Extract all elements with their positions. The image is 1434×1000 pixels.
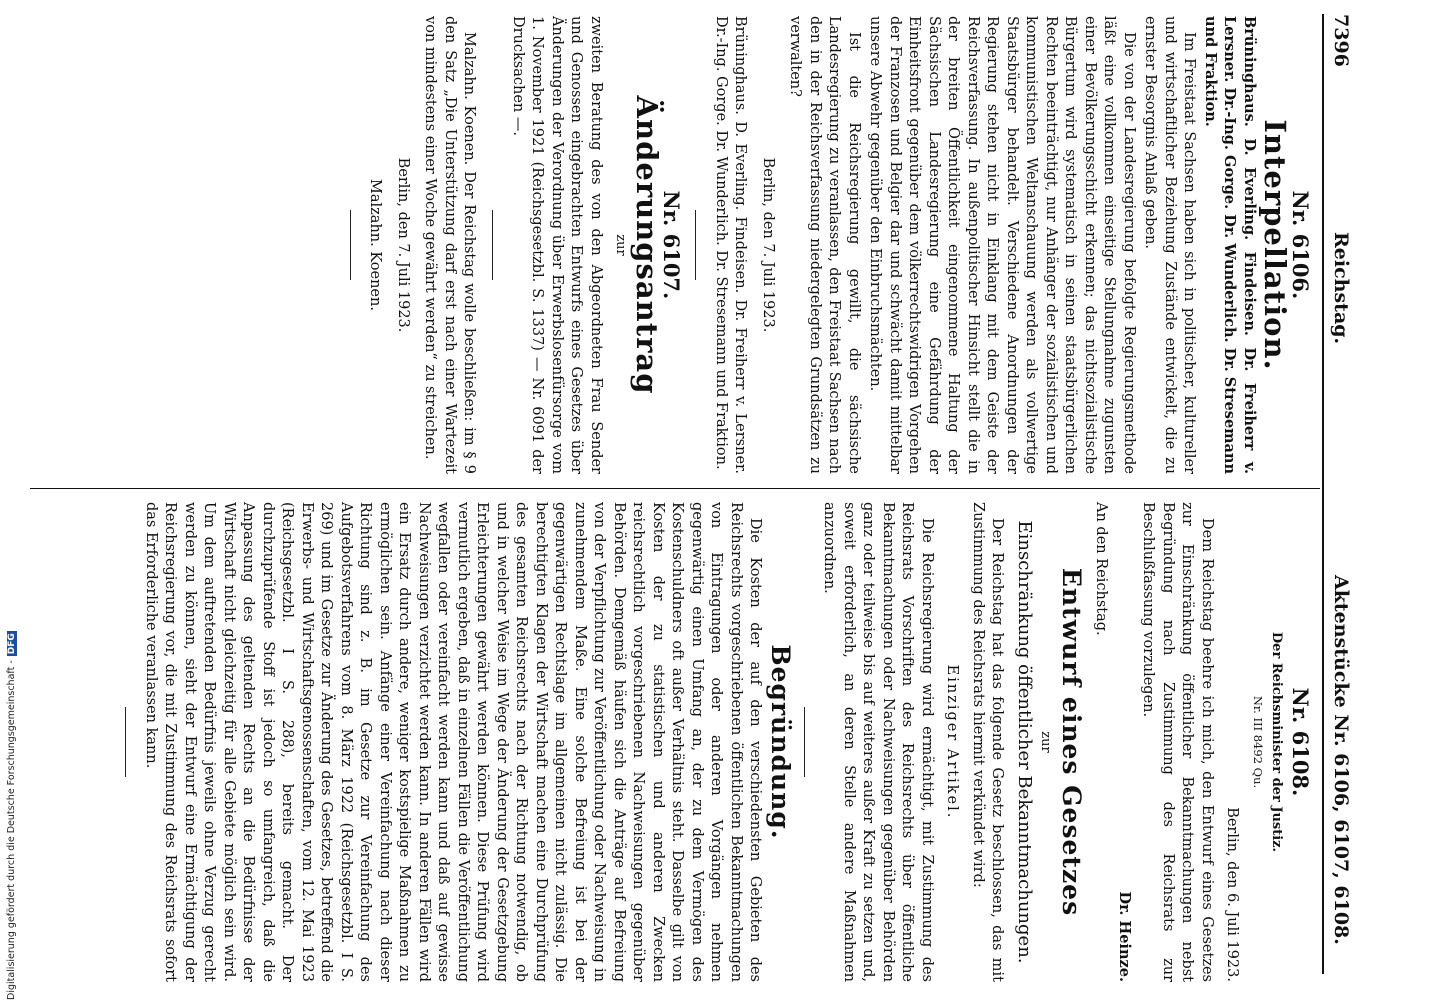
- nr6108-date: Berlin, den 6. Juli 1923.: [1224, 807, 1241, 982]
- nr6106-authors: Brüninghaus. D. Everling. Findeisen. Dr. Freiherr v. Lersner. Dr.-Ing. Gorge. Dr. Wunderlich. Dr. Stresemann und Fraktion.: [1202, 16, 1258, 474]
- draft-zur: zur: [1038, 731, 1054, 753]
- draft-enactment: Der Reichstag hat das folgende Gesetz beschlossen, das mit Zustimmung des Reichsrats hiermit verkündet wird:: [970, 502, 1006, 982]
- nr6108-letter: Dem Reichstag beehre ich mich, den Entwurf eines Gesetzes zur Einschränkung öffentlicher Bekanntmachungen nebst Begründung nach Zustimmung des Reichsrats zur Beschlußfassung vorzulegen.: [1140, 502, 1215, 982]
- nr6107-intro: zweiten Beratung des von den Abgeordneten Frau Sender und Genossen eingebrachten Entwurfs eines Gesetzes über Änderungen der Verordnung über Erwerbslosenfürsorge vom 1. November 1921 (Reichsgesetzbl. S. 1337) — Nr. 6091 der Drucksachen —.: [510, 16, 604, 474]
- separator: [126, 707, 127, 777]
- nr6106-paragraph-2: Die von der Landesregierung befolgte Regierungsmethode läßt eine vollkommen einseitige Stellungnahme zugunsten einer Bevölkerungsschicht erkennen; das nichtsozialistische Bürgertum wird systematisch in seinen staatsbürgerlichen Rechten beeinträchtigt, nur Anhänger der sozialistischen und kommunistischen Weltanschauung werden als vollwertige Staatsbürger behandelt. Verschiedene Anordnungen der Regierung stehen nicht in Einklang mit dem Geiste der Reichsverfassung. In außenpolitischer Hinsicht stellt die in der breiten Öffentlichkeit eingenommene Haltung der Sächsischen Landesregierung eine Gefährdung der Einheitsfront gegenüber dem völkerrechtswidrigen Vorgehen der Franzosen und Belgier dar und schwächt damit mittelbar unsere Abwehr gegenüber den Einbruchsmächten.: [867, 16, 1137, 474]
- nr6106-signatures: Brüninghaus. D. Everling. Findeisen. Dr. Freiherr v. Lersner. Dr.-Ing. Gorge. Dr. Wunderlich. Dr. Stresemann und Fraktion.: [713, 16, 749, 474]
- nr6106-title: Interpellation.: [1258, 119, 1293, 371]
- draft-title: Entwurf eines Gesetzes: [1057, 567, 1086, 917]
- digitization-credit: [6, 0, 20, 1000]
- nr6107-date: Berlin, den 7. Juli 1923.: [395, 157, 411, 333]
- nr6108-addressee: An den Reichstag.: [1093, 502, 1110, 636]
- separator: [804, 707, 805, 777]
- separator: [696, 210, 697, 280]
- credit-text: Digitalisierung gefördert durch die Deutsche Forschungsgemeinschaft -: [6, 660, 17, 1000]
- right-column: [112, 502, 1317, 982]
- nr6108-number: Nr. 6108.: [1288, 687, 1313, 797]
- separator: [493, 210, 494, 280]
- draft-article-heading: Einziger Artikel.: [944, 664, 961, 820]
- document-page: [20, 0, 1360, 1000]
- reason-title: Begründung.: [766, 644, 795, 840]
- nr6106-paragraph-1: Im Freistaat Sachsen haben sich in politischer, kultureller und wirtschaftlicher Beziehung Zustände entwickelt, die zu ernster Besorgnis Anlaß geben.: [1142, 16, 1198, 474]
- column-divider: [30, 488, 1320, 489]
- nr6107-number: Nr. 6107.: [659, 190, 685, 300]
- header-rule: [1322, 14, 1324, 974]
- left-column: [336, 16, 1316, 474]
- nr6106-number: Nr. 6106.: [1288, 190, 1313, 300]
- nr6107-signatures: Malzahn. Koenen.: [367, 179, 384, 311]
- nr6106-date: Berlin, den 7. Juli 1923.: [760, 157, 776, 333]
- dfg-logo: DFG: [7, 633, 17, 655]
- draft-subtitle: Einschränkung öffentlicher Bekanntmachungen.: [1014, 520, 1035, 964]
- nr6107-title: Änderungsantrag: [630, 95, 664, 395]
- nr6107-zur: zur: [613, 234, 629, 256]
- page-number: 7396: [1330, 14, 1352, 67]
- separator: [350, 210, 351, 280]
- nr6107-motion: Malzahn. Koenen. Der Reichstag wolle beschließen: im § 9 den Satz „Die Unterstützung darf erst nach einer Wartezeit von mindestens einer Woche gewährt werden“ zu streichen.: [422, 16, 478, 474]
- draft-article-text: Die Reichsregierung wird ermächtigt, mit Zustimmung des Reichsrats Vorschriften des Reichsrechts über öffentliche Bekanntmachungen oder Nachweisungen gegenüber Behörden ganz oder teilweise bis auf weiteres außer Kraft zu setzen und, soweit erforderlich, an deren Stelle andere Maßnahmen anzuordnen.: [821, 502, 935, 982]
- header-center: Reichstag.: [1330, 232, 1352, 345]
- reason-text: Die Kosten der auf den verschiedensten Gebieten des Reichsrechts vorgeschriebenen öffentlichen Bekanntmachungen von Eintragungen oder anderen Vorgängen nehmen gegenwärtig einen Umfang an, der zu dem Vermögen des Kostenschuldners oft außer Verhältnis steht. Dasselbe gilt von Kosten der zu statistischen und anderen Zwecken reichsrechtlich vorgeschriebenen Nachweisungen gegenüber Behörden. Demgemäß häufen sich die Anträge auf Befreiung von der Verpflichtung zur Veröffentlichung oder Nachweisung in zunehmendem Maße. Eine solche Befreiung ist bei der gegenwärtigen Rechtslage im allgemeinen nicht zulässig. Die berechtigten Klagen der Wirtschaft machen eine Durchprüfung des gesamten Reichsrechts nach der Richtung notwendig, ob und in welcher Weise im Wege der Änderung der Gesetzgebung Erleichterungen gewährt werden können. Diese Prüfung wird vermutlich ergeben, daß in einzelnen Fällen die Veröffentlichung wegfallen oder vereinfacht werden kann und daß auf gewisse Nachweisungen verzichtet werden kann. In anderen Fällen wird ein Ersatz durch andere, weniger kostspielige Maßnahmen zu ermöglichen sein. Anfänge einer Vereinfachung nach dieser Richtung sind z. B. im Gesetze zur Vereinfachung des Aufgebotsverfahrens vom 8. März 1922 (Reichsgesetzbl. I S. 269) und im Gesetze zur Änderung des Gesetzes, betreffend die Erwerbs- und Wirtschaftsgenossenschaften, vom 12. Mai 1923 (Reichsgesetzbl. I S. 288), bereits gemacht. Der durchzuprüfende Stoff ist jedoch so umfangreich, daß die Anpassung des geltenden Rechts an die Bedürfnisse der Wirtschaft nicht gleichzeitig für alle Gebiete möglich sein wird. Um dem auftretenden Bedürfnis jeweils ohne Verzug gerecht werden zu können, sieht der Entwurf eine Ermächtigung der Reichsregierung vor, die mit Zustimmung des Reichsrats sofort das Erforderliche veranlassen kann.: [143, 502, 764, 982]
- nr6108-signature: Dr. Heinze.: [1116, 891, 1133, 982]
- nr6108-reference: Nr. III 8492 Qu.: [1251, 695, 1265, 789]
- nr6108-sender: Der Reichsminister der Justiz.: [1269, 631, 1285, 853]
- nr6106-paragraph-3: Ist die Reichsregierung gewillt, die sächsische Landesregierung zu veranlassen, den Freistaat Sachsen nach den in der Reichsverfassung niedergelegten Grundsätzen zu verwalten?: [787, 16, 862, 474]
- header-right: Aktenstücke Nr. 6106, 6107, 6108.: [1330, 575, 1352, 945]
